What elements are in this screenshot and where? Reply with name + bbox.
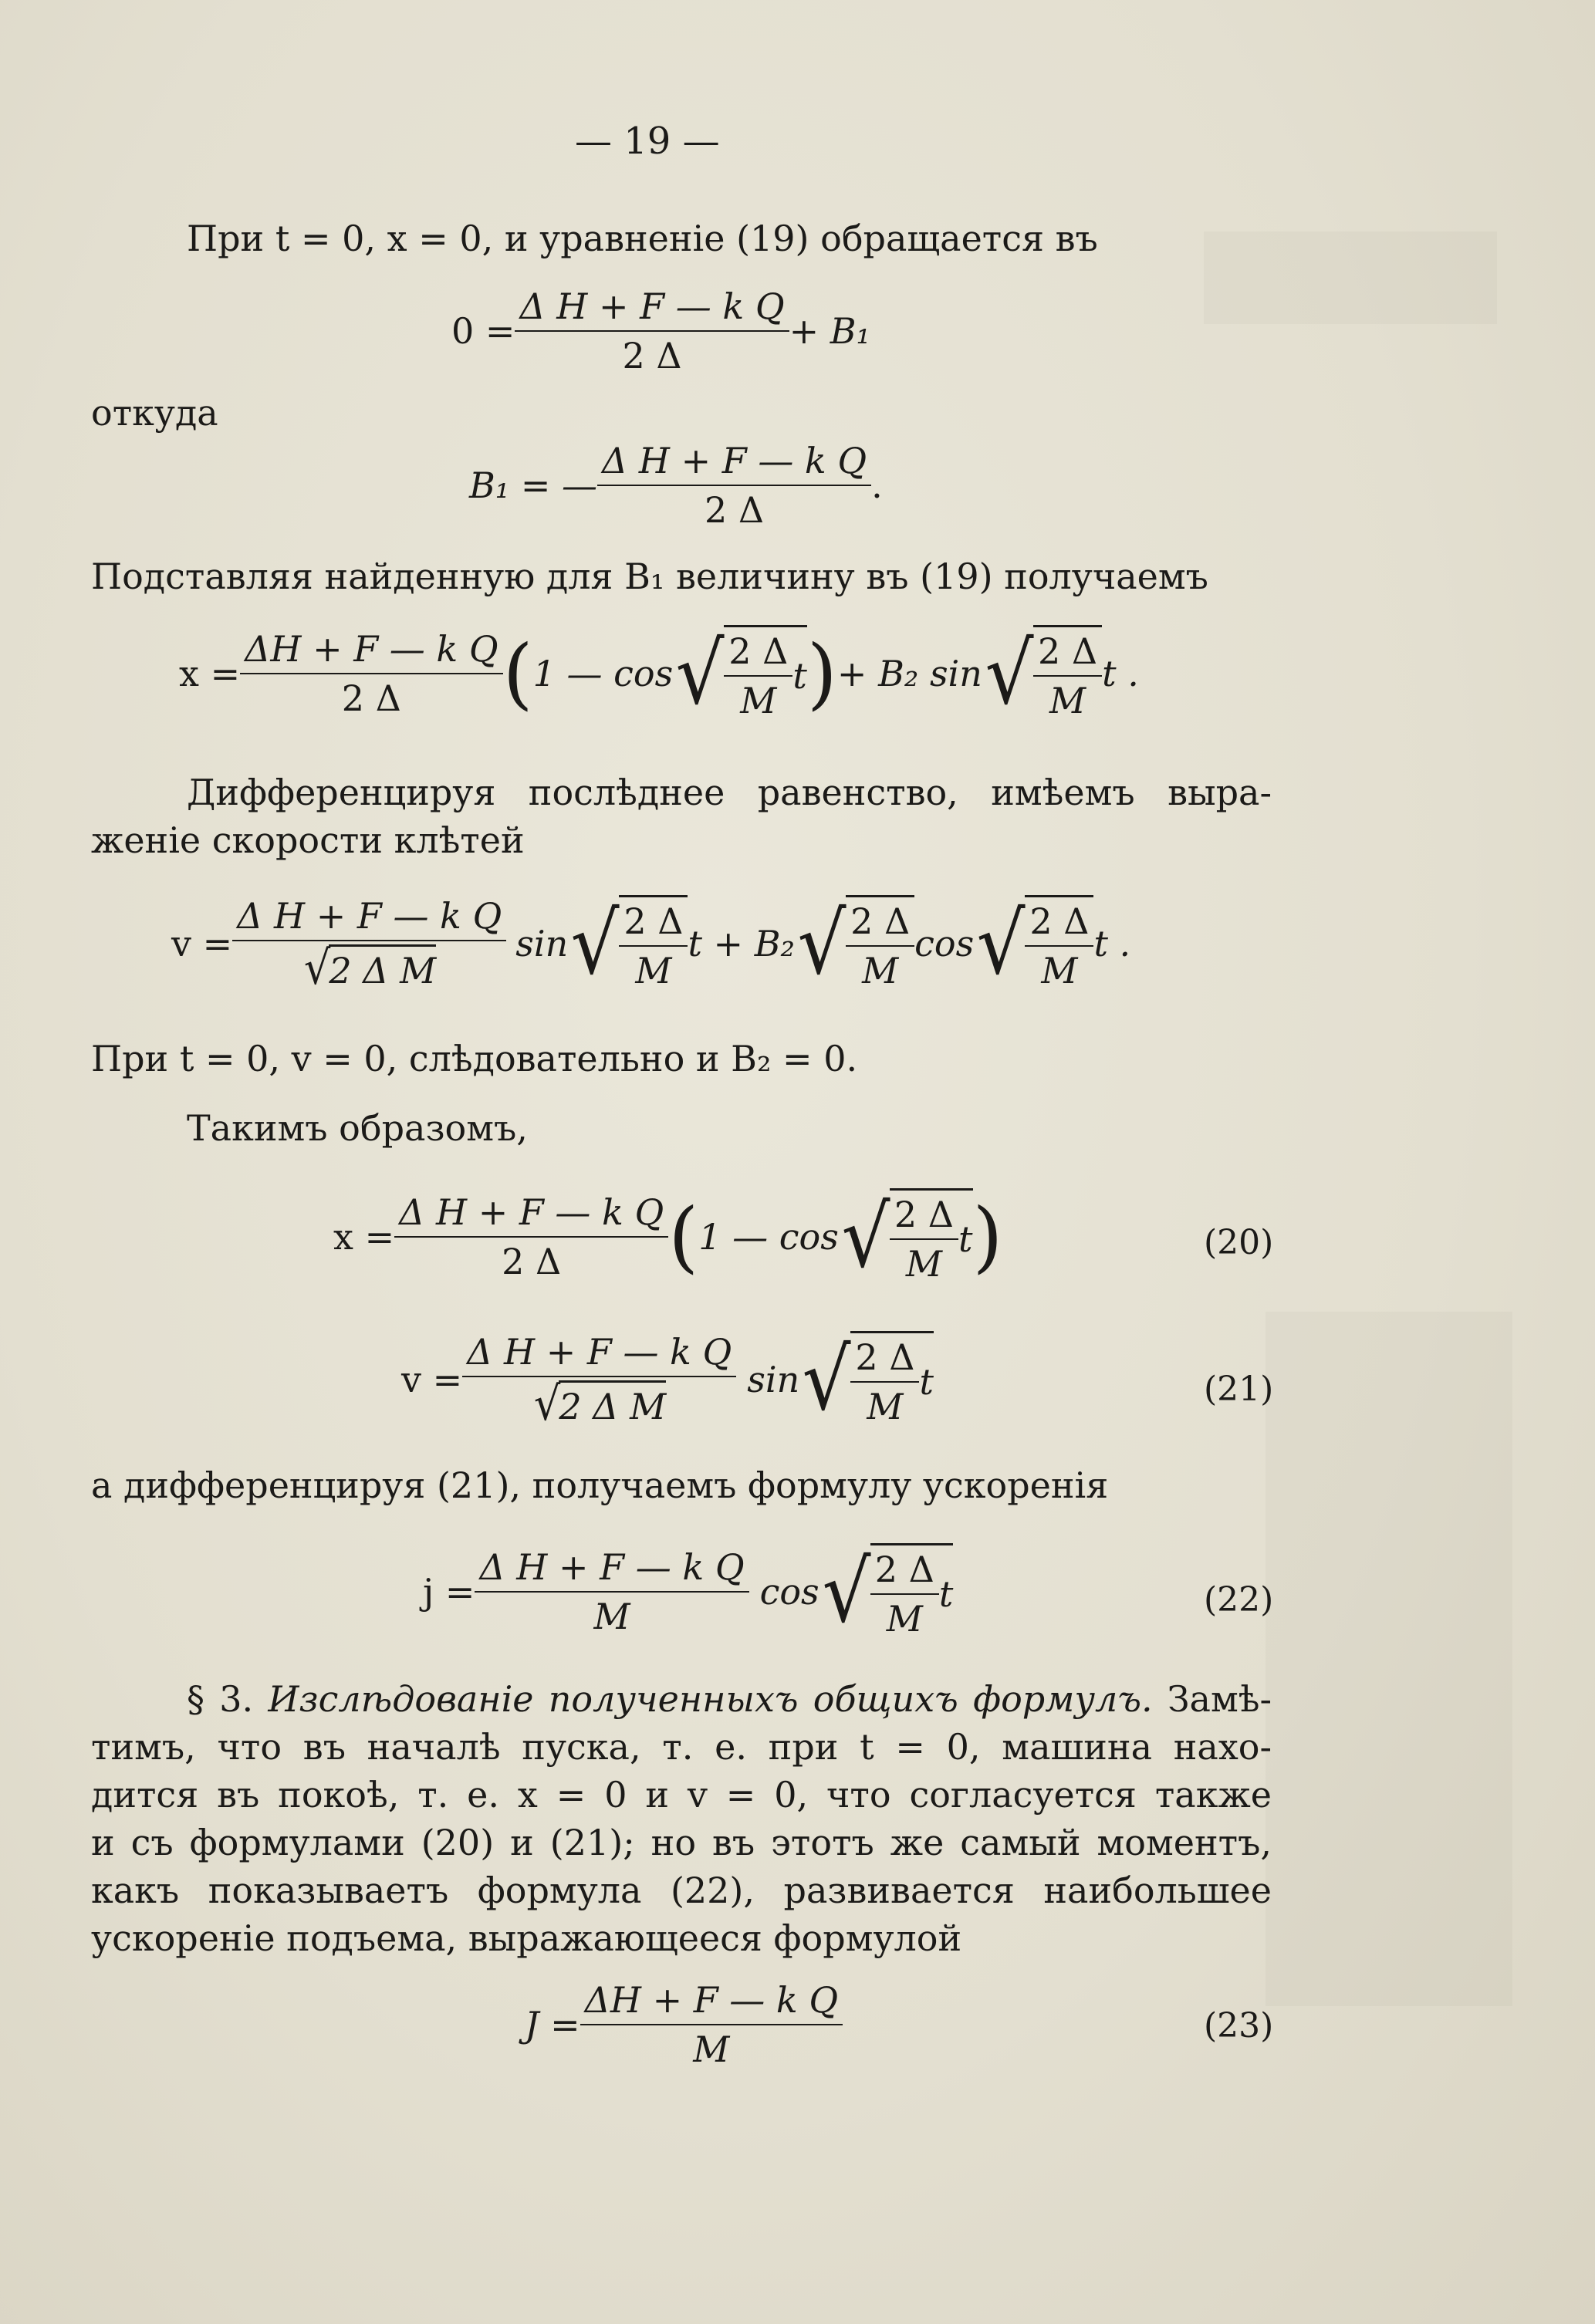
fraction (515, 285, 789, 377)
equation-21 (401, 1329, 934, 1431)
radicand: 2 Δ M (329, 944, 436, 991)
eq-term: t (958, 1218, 973, 1260)
fraction (724, 630, 792, 721)
fraction (394, 1191, 668, 1282)
equation-22 (423, 1543, 953, 1640)
square-root (974, 895, 1093, 991)
fraction-denominator: M (1041, 950, 1078, 992)
eq-lhs: x = (333, 1215, 395, 1258)
section-heading-line (91, 1678, 1272, 1720)
eq-term: 1 — cos (532, 652, 674, 694)
eq-term: . (871, 464, 883, 506)
fraction-denominator: 2 Δ (705, 489, 765, 531)
fraction (1033, 630, 1102, 721)
fraction-numerator: ΔH + F — k Q (580, 1979, 843, 2025)
eq-lhs: j = (423, 1570, 475, 1613)
radical-sign: √ (570, 893, 620, 993)
text-line (91, 1774, 1272, 1816)
close-paren: ) (806, 627, 837, 718)
text-line: женіе скорости клѣтей (91, 819, 525, 861)
equation (179, 625, 1139, 721)
text-line: При t = 0, v = 0, слѣдовательно и B₂ = 0. (91, 1038, 858, 1079)
eq-term: t (938, 1573, 954, 1615)
fraction (846, 900, 914, 991)
radical-sign: √ (985, 623, 1034, 723)
fraction (850, 1336, 919, 1427)
equation-20 (333, 1188, 1003, 1285)
fraction (580, 1979, 843, 2070)
eq-lhs: x = (179, 652, 241, 694)
eq-term: sin (747, 1358, 800, 1400)
square-root (799, 1331, 934, 1427)
bleed-through (1204, 231, 1497, 324)
page-number: — 19 — (575, 120, 720, 163)
square-root (839, 1188, 973, 1285)
fraction (619, 900, 688, 991)
fraction-denominator: 2 Δ (341, 677, 401, 719)
eq-term: t + B₂ (688, 922, 795, 964)
equation-number: (20) (1204, 1223, 1274, 1262)
equation (469, 440, 883, 531)
radical-sign: √ (797, 893, 846, 993)
square-root (982, 625, 1102, 721)
radicand: 2 Δ M (559, 1380, 666, 1427)
fraction-numerator: 2 Δ (846, 900, 914, 947)
fraction-numerator: 2 Δ (1025, 900, 1093, 947)
fraction-numerator: Δ H + F — k Q (475, 1546, 749, 1593)
fraction-denominator: 2 Δ (502, 1240, 562, 1282)
radical-sign: √ (802, 1329, 851, 1429)
square-root (795, 895, 914, 991)
eq-term: t . (1102, 652, 1139, 694)
fraction-denominator: M (862, 950, 899, 992)
fraction-denominator: M (867, 1386, 904, 1428)
fraction-numerator: 2 Δ (890, 1194, 958, 1240)
eq-term: cos (914, 922, 975, 964)
fraction-denominator: M (1049, 680, 1086, 721)
eq-lhs: v = (171, 922, 233, 964)
square-root (532, 1376, 667, 1431)
text-span: дится въ покоѣ, т. е. x = 0 и v = 0, что согласуется также (91, 1774, 1272, 1816)
fraction (1025, 900, 1093, 991)
eq-lhs: J = (525, 2004, 580, 2045)
equation-number: (21) (1204, 1370, 1274, 1409)
eq-term: + B₁ (789, 310, 870, 352)
fraction-denominator: M (635, 950, 672, 992)
radical-sign: √ (841, 1187, 890, 1286)
text-line: откуда (91, 392, 218, 434)
fraction-numerator: Δ H + F — k Q (597, 440, 871, 486)
square-root (302, 941, 437, 995)
fraction-denominator: M (693, 2028, 730, 2070)
square-root (568, 895, 688, 991)
equation-number: (23) (1204, 2006, 1274, 2045)
radical-sign: √ (822, 1542, 871, 1641)
equation-23 (525, 1979, 843, 2070)
equation-number: (22) (1204, 1580, 1274, 1620)
text-line: Подставляя найденную для B₁ величину въ (19) получаемъ (91, 556, 1208, 597)
radical-sign: √ (534, 1376, 561, 1431)
fraction-numerator: 2 Δ (724, 630, 792, 677)
fraction-denominator: M (886, 1598, 923, 1640)
fraction-numerator: Δ H + F — k Q (232, 895, 506, 941)
section-title: Изслѣдованіе полученныхъ общихъ формулъ. (268, 1678, 1153, 1720)
equation (451, 285, 870, 377)
fraction-denominator: M (905, 1243, 943, 1285)
fraction-numerator: Δ H + F — k Q (462, 1331, 736, 1377)
text-line: При t = 0, x = 0, и уравненіе (19) обращается въ (187, 218, 1098, 259)
fraction-numerator: ΔH + F — k Q (240, 628, 503, 674)
fraction (232, 895, 506, 995)
fraction-denominator: M (740, 680, 777, 721)
fraction-denominator: 2 Δ (622, 335, 682, 377)
eq-lhs: 0 = (451, 310, 515, 352)
open-paren: ( (668, 1191, 699, 1282)
text-line: Такимъ образомъ, (187, 1107, 528, 1149)
text-span: Замѣ- (1167, 1678, 1272, 1720)
fraction-numerator: 2 Δ (619, 900, 688, 947)
text-span: и съ формулами (20) и (21); но въ этотъ же самый моментъ, (91, 1822, 1272, 1863)
text-line: ускореніе подъема, выражающееся формулой (91, 1917, 962, 1959)
close-paren: ) (972, 1191, 1003, 1282)
fraction-numerator: 2 Δ (850, 1336, 919, 1383)
text-line (91, 1870, 1272, 1911)
fraction (462, 1331, 736, 1431)
fraction-numerator: 2 Δ (1033, 630, 1102, 677)
fraction (597, 440, 871, 531)
eq-lhs: v = (401, 1358, 463, 1400)
eq-lhs: B₁ = — (469, 464, 598, 506)
text-line: а дифференцируя (21), получаемъ формулу ускоренія (91, 1464, 1109, 1506)
eq-term: cos (759, 1570, 819, 1613)
fraction-numerator: Δ H + F — k Q (515, 285, 789, 332)
square-root (819, 1543, 954, 1640)
bleed-through (1266, 1312, 1512, 2006)
eq-term: + B₂ sin (836, 652, 982, 694)
fraction (475, 1546, 749, 1637)
section-number: § 3. (187, 1678, 254, 1720)
open-paren: ( (502, 627, 533, 718)
text-span: Дифференцируя послѣднее равенство, имѣемъ выра- (187, 772, 1272, 813)
fraction-numerator: 2 Δ (870, 1549, 939, 1595)
square-root (673, 625, 807, 721)
eq-term: t (919, 1361, 934, 1404)
fraction (870, 1549, 939, 1640)
radical-sign: √ (976, 893, 1026, 993)
radical-sign: √ (304, 941, 331, 995)
text-span: тимъ, что въ началѣ пуска, т. е. при t = 0, машина нахо- (91, 1726, 1272, 1768)
eq-term: t (792, 655, 807, 697)
fraction (890, 1194, 958, 1285)
text-line (91, 772, 1272, 813)
radical-sign: √ (675, 623, 725, 723)
text-line (91, 1726, 1272, 1768)
eq-term: sin (515, 922, 569, 964)
fraction-denominator: M (593, 1595, 630, 1637)
text-span: какъ показываетъ формула (22), развивается наибольшее (91, 1870, 1272, 1911)
eq-term: 1 — cos (698, 1215, 839, 1258)
fraction-numerator: Δ H + F — k Q (394, 1191, 668, 1238)
text-line (91, 1822, 1272, 1863)
equation (171, 893, 1131, 995)
eq-term: t . (1093, 922, 1131, 964)
fraction (240, 628, 503, 719)
